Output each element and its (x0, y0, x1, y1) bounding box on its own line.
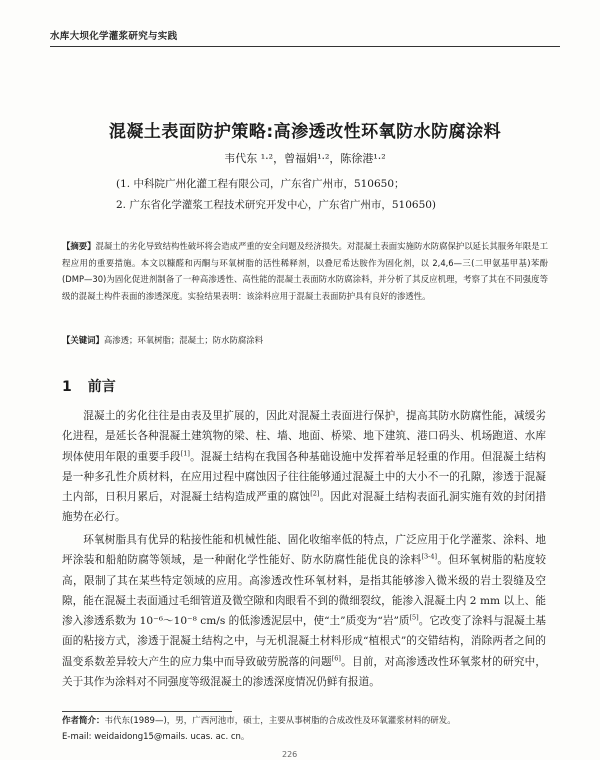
keywords-text: 高渗透；环氧树脂；混凝土；防水防腐涂料 (103, 335, 263, 345)
paragraph-text: 环氧树脂具有优异的粘接性能和机械性能、固化收缩率低的特点，广泛应用于化学灌浆、涂料、地坪涂装和船舶防腐等领域，是一种耐化学性能好、防水防腐性能优良的涂料 (62, 534, 546, 567)
page-number: 226 (282, 750, 298, 759)
author-line: 韦代东 ¹·²，曾福娟¹·²，陈徐港¹·² (224, 152, 386, 165)
footnote-line-1: 韦代东(1989—)，男，广西河池市，硕士，主要从事树脂的合成改性及环氧灌浆材料的研发。 (104, 716, 456, 726)
footnote-rule (62, 711, 232, 712)
paragraph-text: 。目前，对高渗透改性环氧浆材的研究中，关于其作为涂料对不同强度等级混凝土的渗透深度情况仍鲜有报道。 (62, 655, 547, 689)
abstract-text: 混凝土的劣化导致结构性破坏将会造成严重的安全问题及经济损失。对混凝土表面实施防水防腐保护以延长其服务年限是工程应用的重要措施。本文以糠醛和丙酮与环氧树脂的活性稀释剂，以叠尼希达胺作为固化剂，以 2,4,6—三(二甲氨基甲基)苯酚(DMP—30)为固化促进剂制备了一种高渗透性、高性能的混凝土表面防水防腐涂料，并分析了其反应机理，考察了其在不同强度等级的混凝土构件表面的渗透深度。实验结果表明：该涂料应用于混凝土表面防护具有良好的渗透性。 (62, 241, 549, 301)
paragraph-1 (62, 406, 546, 528)
citation: [3-4] (421, 552, 438, 561)
paragraph-text: 。它改变了涂料与混凝土基面的粘接方式，渗透于混凝土结构之中，与无机混凝土材料形成“植根式”的交错结构，消除两者之间的温变系数差异较大产生的应力集中而导致破劳脱落的问题 (62, 615, 546, 668)
author-footnote (62, 713, 548, 745)
running-header: 水库大坝化学灌浆研究与实践 (50, 31, 178, 42)
section-title: 前言 (87, 379, 116, 395)
citation: [5] (409, 613, 419, 622)
keywords (62, 333, 548, 347)
footnote-label: 作者简介： (62, 716, 105, 726)
header-rule (50, 46, 560, 47)
footnote-line-2: E-mail: weidaidong15@mails. ucas. ac. cn。 (62, 732, 250, 742)
citation: [2] (310, 489, 320, 498)
affiliation-1: (1. 中科院广州化灌工程有限公司，广东省广州市，510650； (116, 178, 405, 190)
paragraph-2 (62, 530, 546, 692)
section-number: 1 (62, 379, 72, 395)
citation: [6] (331, 654, 341, 663)
affiliation-2: 2. 广东省化学灌浆工程技术研究开发中心，广东省广州市，510650) (116, 199, 437, 211)
paper-title: 混凝土表面防护策略:高渗透改性环氧防水防腐涂料 (108, 122, 502, 142)
paragraph-text: 。因此对混凝土结构表面孔洞实施有效的封闭措施势在必行。 (62, 491, 547, 524)
section-heading (62, 376, 116, 396)
paragraph-text: 混凝土的劣化往往是由表及里扩展的，因此对混凝土表面进行保护，提高其防水防腐性能，减缓劣化进程，是延长各种混凝土建筑物的梁、柱、墙、地面、桥梁、地下建筑、港口码头、机场跑道、水库坝体使用年限的重要手段 (62, 410, 546, 463)
paragraph-text: 。混凝土结构在我国各种基础设施中发挥着举足轻重的作用。但混凝土结构是一种多孔性介质材料，在应用过程中腐蚀因子往往能够通过混凝土中的大小不一的孔隙，渗透于混凝土内部，日积月累后，对混凝土结构造成严重的腐蚀 (62, 450, 547, 504)
abstract (62, 238, 548, 304)
citation: [1] (180, 449, 190, 458)
paragraph-text: 。但环氧树脂的粘度较高，限制了其在某些特定领域的应用。高渗透改性环氧材料，是指其能够渗入微米级的岩土裂缝及空隙，能在混凝土表面通过毛细管道及微空隙和肉眼看不到的微细裂纹，能渗入混凝土内 2 mm 以上、能渗入渗透系数为 10⁻⁶～10⁻⁸ cm/s 的低渗透泥层中，使“土”质变为“岩”质 (62, 554, 547, 628)
abstract-label: 【摘要】 (62, 241, 96, 251)
keywords-label: 【关键词】 (62, 335, 104, 345)
